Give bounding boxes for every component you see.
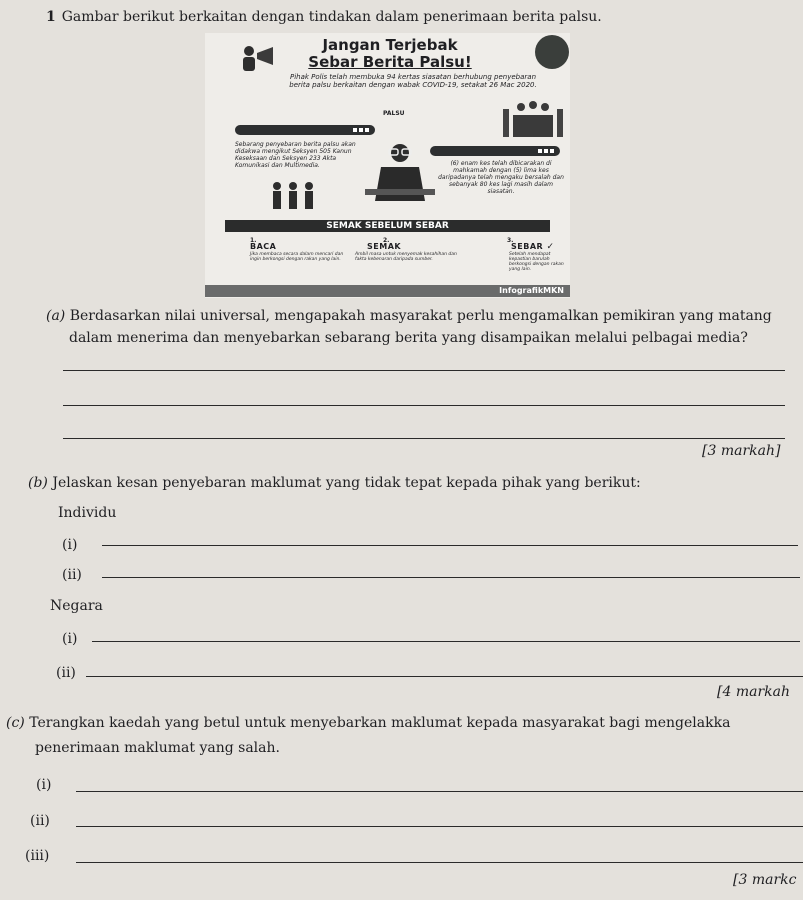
speaker-icon <box>239 43 279 77</box>
part-b-individual-item-ii: (ii) <box>62 567 82 583</box>
right-info-text: (6) enam kes telah dibicarakan di mahkamah dengan (5) lima kes daripadanya telah mengaku bersalah dan sebanyak 80 kes lagi masih dalam siasatan. <box>438 160 564 195</box>
group-individual: Individu <box>58 505 117 521</box>
part-c-item-iii: (iii) <box>25 848 50 864</box>
answer-line-b-individual-1[interactable] <box>102 545 798 546</box>
step-check-name: SEMAK <box>367 242 402 251</box>
check-icon: ✓ <box>546 242 555 252</box>
infographic-brand: InfografikMKN <box>499 286 564 295</box>
infographic-title <box>300 37 480 71</box>
infographic <box>205 33 570 298</box>
part-b-question <box>28 474 641 492</box>
step-read-number: 1. <box>250 237 257 244</box>
answer-line-b-individual-2[interactable] <box>102 577 800 578</box>
infographic-footer <box>205 285 570 297</box>
answer-line-c2[interactable] <box>76 826 803 827</box>
check-before-share-heading: SEMAK SEBELUM SEBAR <box>225 220 550 232</box>
part-c-question <box>6 714 730 732</box>
part-c-label: (c) <box>6 715 25 731</box>
part-a-marks: [3 markah] <box>702 443 781 459</box>
part-c-text-line1: Terangkan kaedah yang betul untuk menyebarkan maklumat kepada masyarakat bagi mengelakka <box>29 715 731 731</box>
part-b-label: (b) <box>28 475 48 491</box>
step-check-number: 2. <box>383 237 390 244</box>
part-b-individual-item-i: (i) <box>62 537 78 553</box>
answer-line-a1[interactable] <box>63 370 785 371</box>
agency-logo-icon <box>535 35 569 69</box>
step-share-label: SEBAR <box>511 242 544 251</box>
step-read-name: BACA <box>250 242 277 251</box>
part-c-text-line2: penerimaan maklumat yang salah. <box>35 740 280 756</box>
question-intro-text: Gambar berikut berkaitan dengan tindakan dalam penerimaan berita palsu. <box>61 9 602 25</box>
question-intro <box>46 9 602 25</box>
part-a-text-line1: Berdasarkan nilai universal, mengapakah masyarakat perlu mengamalkan pemikiran yang matang <box>69 308 772 324</box>
answer-line-b-country-2[interactable] <box>86 676 803 677</box>
part-c-item-ii: (ii) <box>30 813 50 829</box>
step-read-desc: Jika membaca secara dalam mencari dan ingin berkongsi dengan rakan yang lain. <box>250 252 344 262</box>
step-check-desc: Ambil masa untuk menyemak kesahihan dan fakta kebenaran daripada sumber. <box>355 252 457 262</box>
chat-bubble-left <box>235 125 375 135</box>
part-a-label: (a) <box>46 308 66 324</box>
part-c-marks: [3 markc <box>733 872 797 888</box>
part-b-country-item-i: (i) <box>62 631 78 647</box>
step-check <box>355 238 460 262</box>
answer-line-c1[interactable] <box>76 791 803 792</box>
step-share-number: 3. <box>507 237 514 244</box>
answer-line-a2[interactable] <box>63 405 785 406</box>
part-c-item-i: (i) <box>36 777 52 793</box>
press-podium-icon <box>501 99 565 139</box>
people-group-icon <box>265 180 335 210</box>
question-number: 1 <box>46 9 56 25</box>
answer-line-b-country-1[interactable] <box>92 641 800 642</box>
step-share-desc: Setelah mendapat kepastian barulah berkongsi dengan rakan yang lain. <box>509 252 564 272</box>
person-laptop-icon <box>363 143 437 201</box>
part-a-text-line2: dalam menerima dan menyebarkan sebarang berita yang disampaikan melalui pelbagai media? <box>69 330 748 346</box>
chat-bubble-right <box>430 146 560 156</box>
infographic-title-line2: Sebar Berita Palsu! <box>308 53 472 71</box>
answer-line-a3[interactable] <box>63 438 785 439</box>
part-a-question <box>46 307 772 325</box>
fake-label: PALSU <box>383 110 405 117</box>
part-b-text: Jelaskan kesan penyebaran maklumat yang tidak tepat kepada pihak yang berikut: <box>52 475 641 491</box>
answer-line-c3[interactable] <box>76 862 803 863</box>
step-share <box>467 238 572 272</box>
group-country: Negara <box>50 598 103 614</box>
part-b-marks: [4 markah <box>717 684 790 700</box>
step-share-name <box>467 244 572 250</box>
step-read <box>250 238 355 262</box>
infographic-subtitle: Pihak Polis telah membuka 94 kertas siasatan berhubung penyebaran berita palsu berkaitan dengan wabak COVID-19, setakat 26 Mac 2020. <box>289 73 537 89</box>
part-b-country-item-ii: (ii) <box>56 665 76 681</box>
infographic-title-line1: Jangan Terjebak <box>322 36 458 54</box>
left-info-text: Sebarang penyebaran berita palsu akan didakwa mengikut Seksyen 505 Kanun Keseksaan dan Seksyen 233 Akta Komunikasi dan Multimedia. <box>235 141 356 169</box>
